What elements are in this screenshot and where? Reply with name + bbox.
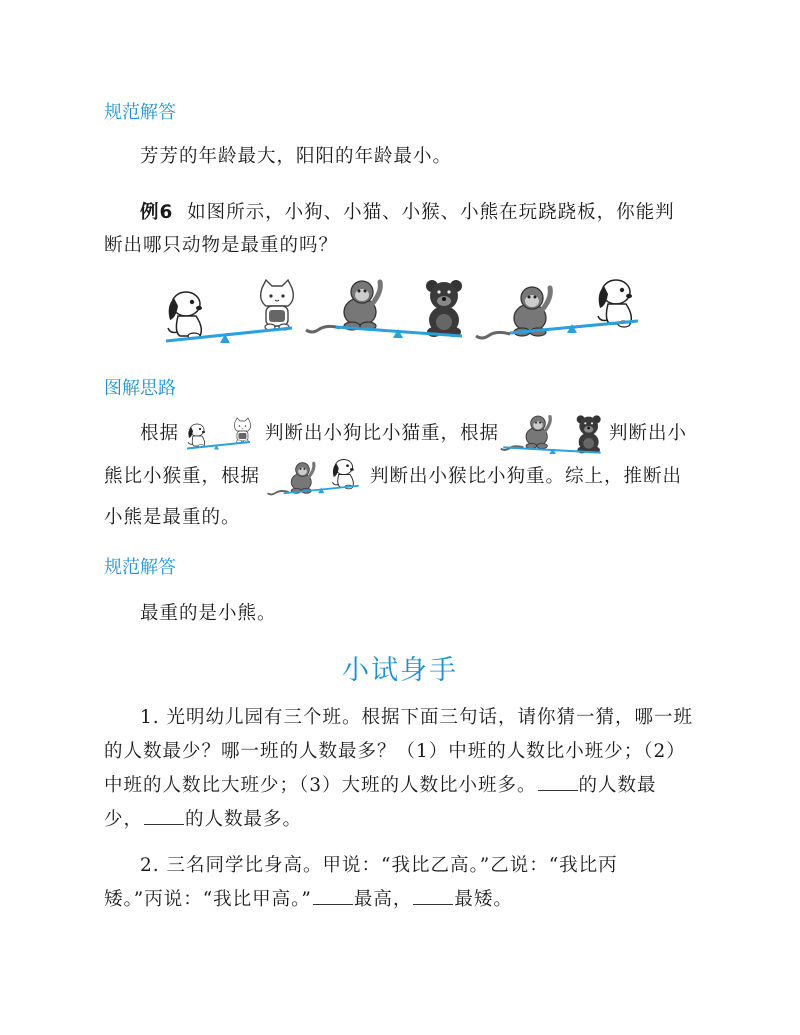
section-heading-analysis: 图解思路 bbox=[104, 378, 176, 399]
dog-icon bbox=[168, 292, 202, 339]
mini-seesaw-monkey-dog bbox=[260, 457, 370, 497]
example-line-2: 断出哪只动物是最重的吗？ bbox=[104, 235, 339, 256]
seesaw-illustration bbox=[150, 272, 650, 352]
analysis-text: 判断出小 bbox=[609, 423, 688, 444]
analysis-line-1 bbox=[140, 414, 687, 454]
analysis-line-2 bbox=[104, 457, 682, 497]
analysis-line-3: 小熊是最重的。 bbox=[104, 507, 241, 528]
answer-blank[interactable] bbox=[538, 772, 578, 791]
q2-text: 最高， bbox=[353, 889, 413, 910]
q1-line-1: 1. 光明幼儿园有三个班。根据下面三句话，请你猜一猜，哪一班 bbox=[140, 707, 694, 728]
q1-text: 中班的人数比大班少；（3）大班的人数比小班多。 bbox=[104, 775, 537, 796]
monkey-icon bbox=[306, 281, 380, 332]
analysis-text: 判断出小猴比小狗重。综上，推断出 bbox=[370, 466, 683, 487]
example-label: 例6 bbox=[140, 202, 174, 223]
q2-text: 最矮。 bbox=[454, 889, 513, 910]
answer-blank[interactable] bbox=[413, 886, 453, 905]
analysis-text: 根据 bbox=[140, 423, 180, 444]
analysis-text: 熊比小猴重，根据 bbox=[104, 466, 261, 487]
q1-line-2: 的人数最少？哪一班的人数最多？（1）中班的人数比小班少；（2） bbox=[104, 741, 686, 762]
section-heading-answer: 规范解答 bbox=[104, 557, 176, 578]
q1-line-4 bbox=[104, 800, 302, 840]
answer-text: 芳芳的年龄最大，阳阳的年龄最小。 bbox=[140, 146, 453, 167]
mini-seesaw-dog-cat bbox=[179, 414, 265, 454]
q1-text: 的人数最 bbox=[578, 775, 657, 796]
answer-text: 最重的是小熊。 bbox=[140, 603, 277, 624]
q2-line-1: 2. 三名同学比身高。甲说：“我比乙高。”乙说：“我比丙 bbox=[140, 855, 618, 876]
q2-line-2 bbox=[104, 880, 513, 920]
seesaw-dog-cat bbox=[166, 280, 293, 343]
bear-icon bbox=[426, 280, 462, 337]
seesaw-monkey-bear bbox=[306, 280, 462, 338]
cat-icon bbox=[261, 280, 294, 330]
mini-seesaw-monkey-bear bbox=[499, 414, 609, 454]
practice-title: 小试身手 bbox=[342, 655, 458, 686]
seesaw-monkey-dog bbox=[476, 280, 638, 338]
q1-text: 少， bbox=[104, 809, 144, 830]
dog-icon bbox=[598, 280, 632, 327]
analysis-text: 判断出小狗比小猫重，根据 bbox=[265, 423, 500, 444]
q2-text: 矮。”丙说：“我比甲高。” bbox=[104, 889, 312, 910]
q1-text: 的人数最多。 bbox=[185, 809, 303, 830]
answer-blank[interactable] bbox=[144, 806, 184, 825]
example-question: 如图所示，小狗、小猫、小猴、小熊在玩跷跷板，你能判 bbox=[187, 202, 675, 223]
section-heading-answer: 规范解答 bbox=[104, 102, 176, 123]
answer-blank[interactable] bbox=[313, 886, 353, 905]
